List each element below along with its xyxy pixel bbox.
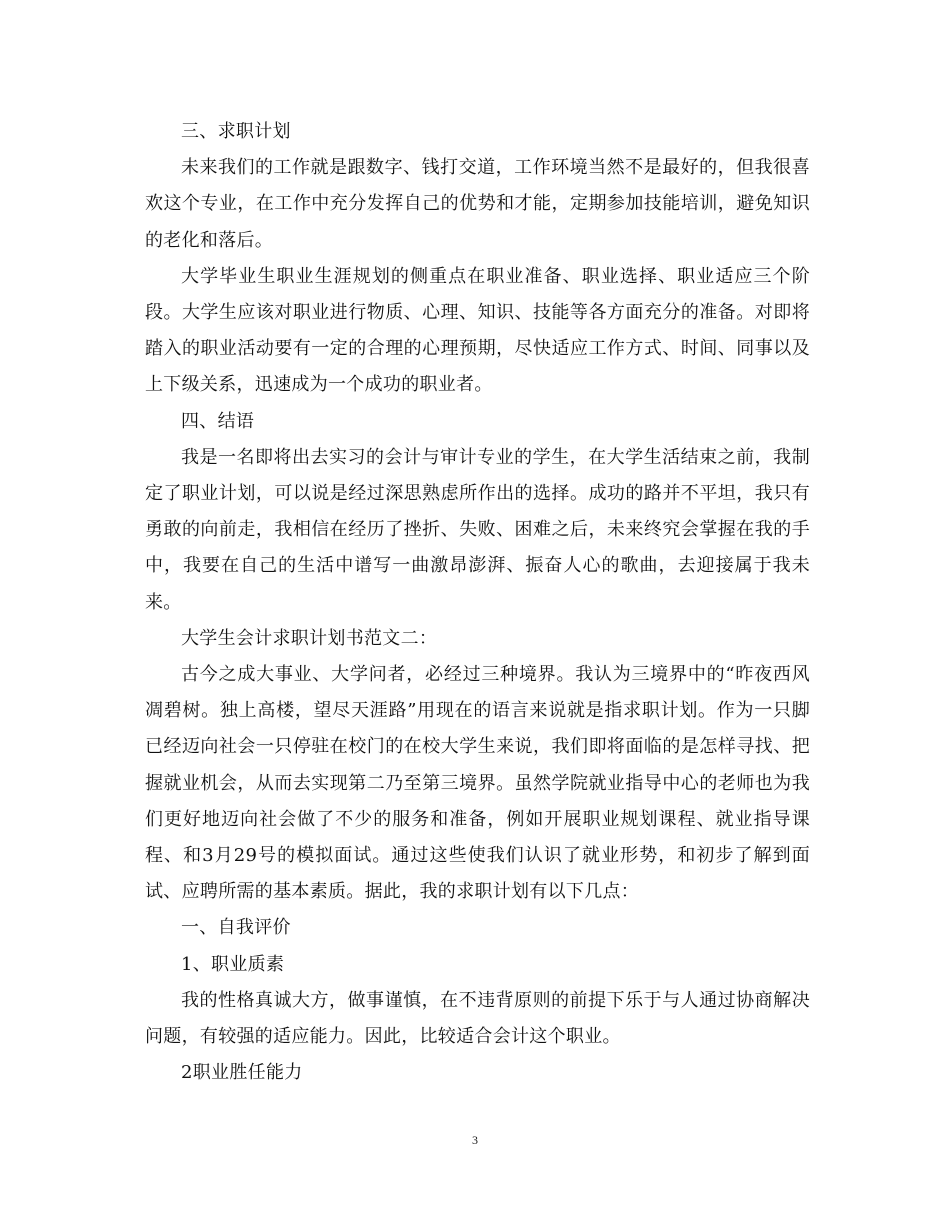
body-paragraph: 未来我们的工作就是跟数字、钱打交道，工作环境当然不是最好的，但我很喜欢这个专业，在工作中充分发挥自己的优势和才能，定期参加技能培训，避免知识的老化和落后。: [145, 157, 810, 251]
subheading-professional-quality: 1、职业质素: [181, 953, 285, 975]
section-heading-job-plan: 三、求职计划: [181, 121, 291, 142]
body-paragraph: 我是一名即将出去实习的会计与审计专业的学生，在大学生活结束之前，我制定了职业计划，可以说是经过深思熟虑所作出的选择。成功的路并不平坦，我只有勇敢的向前走，我相信在经历了挫折、失败、困难之后，未来终究会掌握在我的手中，我要在自己的生活中谱写一曲激昂澎湃、振奋人心的歌曲，去迎接属于我未来。: [145, 446, 810, 613]
section-heading-self-evaluation: 一、自我评价: [181, 917, 291, 939]
page-number: 3: [472, 1133, 478, 1147]
body-paragraph: 古今之成大事业、大学问者，必经过三种境界。我认为三境界中的“昨夜西风凋碧树。独上高楼，望尽天涯路”用现在的语言来说就是指求职计划。作为一只脚已经迈向社会一只停驻在校门的在校大学生来说，我们即将面临的是怎样寻找、把握就业机会，从而去实现第二乃至第三境界。虽然学院就业指导中心的老师也为我们更好地迈向社会做了不少的服务和准备，例如开展职业规划课程、就业指导课程、和3月29号的模拟面试。通过这些使我们认识了就业形势，和初步了解到面试、应聘所需的基本素质。据此，我的求职计划有以下几点：: [145, 664, 810, 903]
body-paragraph: 大学毕业生职业生涯规划的侧重点在职业准备、职业选择、职业适应三个阶段。大学生应该对职业进行物质、心理、知识、技能等各方面充分的准备。对即将踏入的职业活动要有一定的合理的心理预期，尽快适应工作方式、时间、同事以及上下级关系，迅速成为一个成功的职业者。: [145, 265, 810, 396]
section-heading-conclusion: 四、结语: [181, 410, 255, 432]
subheading-professional-competence: 2职业胜任能力: [181, 1062, 303, 1084]
document-body: [145, 114, 810, 1091]
body-paragraph: 我的性格真诚大方，做事谨慎，在不违背原则的前提下乐于与人通过协商解决问题，有较强的适应能力。因此，比较适合会计这个职业。: [145, 989, 810, 1048]
sample-title: 大学生会计求职计划书范文二：: [181, 627, 438, 649]
